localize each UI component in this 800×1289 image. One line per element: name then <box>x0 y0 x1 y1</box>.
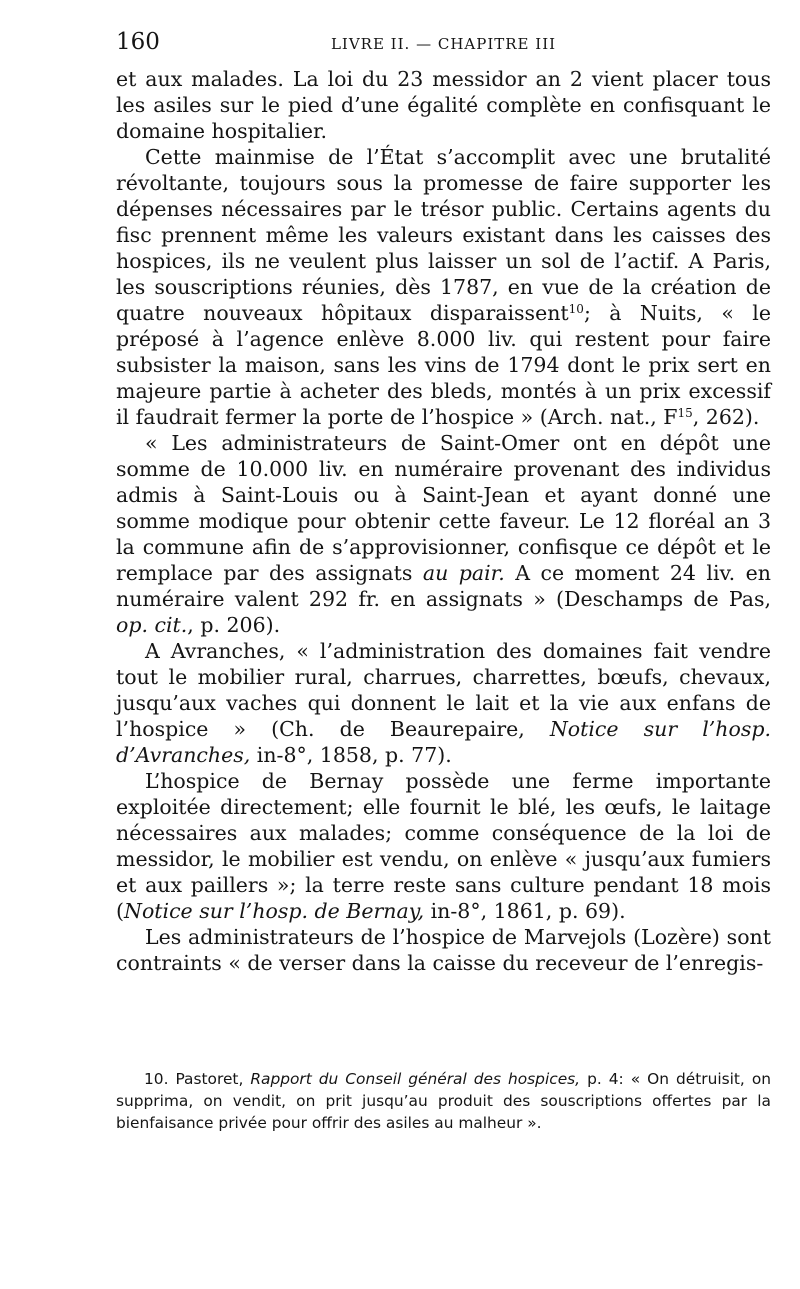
paragraph-bernay <box>116 768 771 924</box>
paragraph-marvejols: Les administrateurs de l’hospice de Marvejols (Lozère) sont contraints « de verser dans la caisse du receveur de l’enregis- <box>116 925 771 975</box>
footnote-italic-title: Rapport du Conseil général des hospices, <box>250 1070 581 1088</box>
paragraph-text: L’hospice de Bernay possède une ferme importante exploitée directement; elle fournit le blé, les œufs, le laitage nécessaires aux malades; comme conséquence de la loi de messidor, le mobilier est vendu, on enlève « jusqu’aux fumiers et aux paillers »; la terre reste sans culture pendant 18 mois ( <box>116 769 771 923</box>
paragraph-loi-messidor: et aux malades. La loi du 23 messidor an 2 vient placer tous les asiles sur le pied d’une égalité complète en confisquant le domaine hospitalier. <box>116 67 771 143</box>
paragraph-text: « Les administrateurs de Saint-Omer ont en dépôt une somme de 10.000 liv. en numéraire provenant des individus admis à Saint-Louis ou à Saint-Jean et ayant donné une somme modique pour obtenir cette faveur. Le 12 floréal an 3 la commune afin de s’approvisionner, confisque ce dépôt et le remplace par des assignats <box>116 431 771 585</box>
footnote-text: p. 4: « On détruisit, on supprima, on vendit, on prit jusqu’au produit des souscriptions offertes par la bienfaisance privée pour offrir des asiles au malheur ». <box>116 1070 771 1132</box>
paragraph-avranches <box>116 638 771 768</box>
italic-phrase: au pair. <box>422 561 505 585</box>
paragraph-text: , p. 206). <box>187 613 281 637</box>
running-head <box>116 28 771 60</box>
paragraph-text: Cette mainmise de l’État s’accomplit avec une brutalité révoltante, toujours sous la promesse de faire supporter les dépenses nécessaires par le trésor public. Certains agents du fisc prennent même les valeurs existant dans les caisses des hospices, ils ne veulent plus laisser un sol de l’actif. A Paris, les souscriptions réunies, dès 1787, en vue de la création de quatre nouveaux hôpitaux disparaissent <box>116 145 771 325</box>
footnote-10 <box>116 1068 771 1134</box>
paragraph-text: in-8°, 1861, p. 69). <box>424 899 626 923</box>
chapter-body <box>116 66 771 976</box>
paragraph-text: ; à Nuits, « le préposé à l’agence enlève 8.000 liv. qui restent pour faire subsister la maison, sans les vins de 1794 dont le prix sert en majeure partie à acheter des bleds, montés à un prix excessif il faudrait fermer la porte de l’hospice » (Arch. nat., F <box>116 301 771 429</box>
archive-superscript: 15 <box>677 406 693 420</box>
paragraph-saint-omer <box>116 430 771 638</box>
paragraph-text: , 262). <box>692 405 760 429</box>
footnote-text: 10. Pastoret, <box>144 1070 251 1088</box>
paragraph-text: A ce moment 24 liv. en numéraire valent 292 fr. en assignats » (Deschamps de Pas, <box>116 561 771 611</box>
paragraph-mainmise-etat <box>116 144 771 430</box>
paragraph-text: A Avranches, « l’administration des domaines fait vendre tout le mobilier rural, charrues, charrettes, bœufs, chevaux, jusqu’aux vaches qui donnent le lait et la vie aux enfans de l’hospice » (Ch. de Beaurepaire, <box>116 639 771 741</box>
italic-citation: op. cit. <box>116 613 188 637</box>
italic-work-title: Notice sur l’hosp. de Bernay, <box>124 899 425 923</box>
paragraph-text: in-8°, 1858, p. 77). <box>250 743 452 767</box>
running-title: LIVRE II. — CHAPITRE III <box>330 35 557 53</box>
footnote-reference: 10 <box>568 302 584 316</box>
italic-work-title: Notice sur l’hosp. d’Avranches, <box>116 717 771 767</box>
page-number: 160 <box>116 29 160 55</box>
